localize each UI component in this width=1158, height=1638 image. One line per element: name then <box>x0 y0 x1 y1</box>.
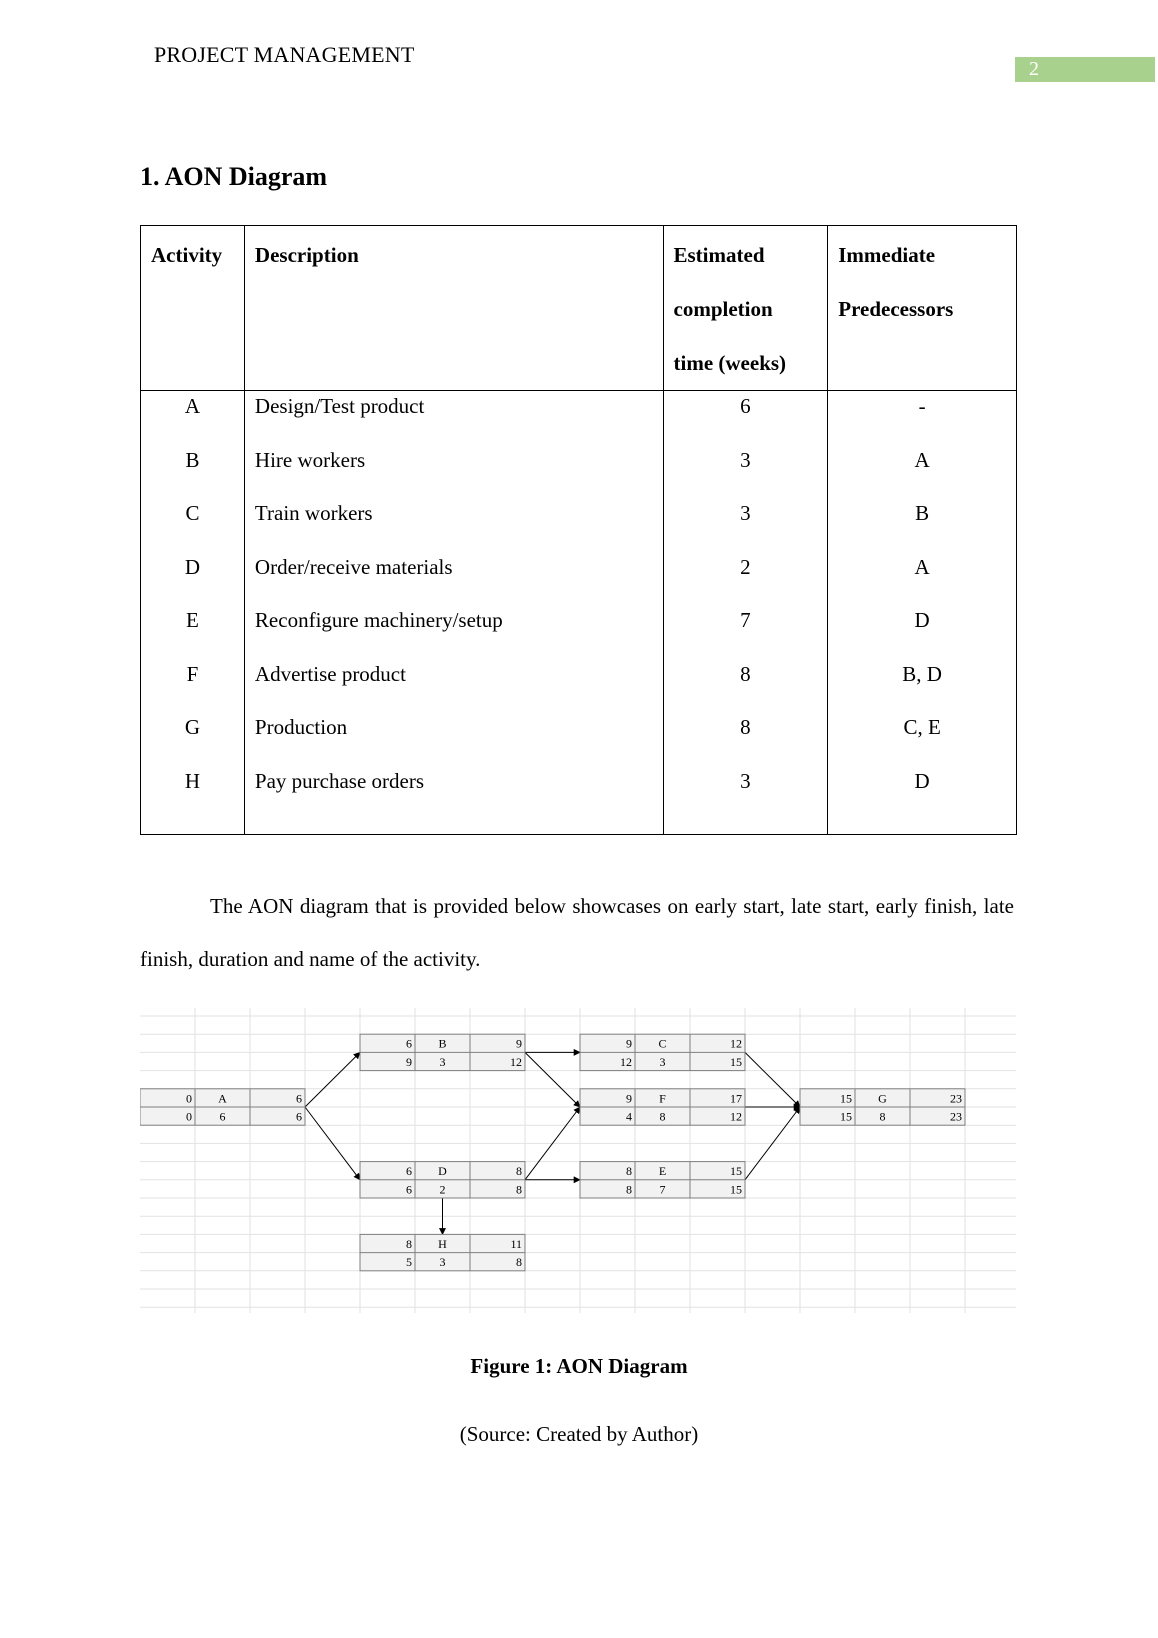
cell-time: 7 <box>663 605 828 659</box>
node-early-start: 8 <box>626 1164 632 1179</box>
cell-activity: C <box>141 498 245 552</box>
table-row <box>141 766 1017 835</box>
cell-description: Design/Test product <box>244 391 663 445</box>
node-early-finish: 15 <box>730 1164 742 1179</box>
header-time <box>663 226 828 391</box>
cell-predecessors: D <box>828 766 1017 835</box>
cell-activity: A <box>141 391 245 445</box>
header-predecessors-line: Predecessors <box>838 297 954 321</box>
table-row <box>141 659 1017 713</box>
aon-node-f <box>580 1089 745 1125</box>
cell-activity: F <box>141 659 245 713</box>
node-early-finish: 17 <box>730 1091 742 1106</box>
node-early-finish: 8 <box>516 1164 522 1179</box>
table-row <box>141 498 1017 552</box>
node-duration: 3 <box>439 1255 446 1270</box>
node-early-start: 9 <box>626 1091 632 1106</box>
edge-b-f <box>525 1052 580 1107</box>
node-late-finish: 8 <box>516 1182 522 1197</box>
diagram-nodes <box>140 1034 965 1271</box>
aon-node-c <box>580 1034 745 1070</box>
cell-activity: G <box>141 712 245 766</box>
header-predecessors <box>828 226 1017 391</box>
node-late-finish: 15 <box>730 1182 742 1197</box>
cell-activity: E <box>141 605 245 659</box>
node-early-finish: 12 <box>730 1036 742 1051</box>
node-early-start: 6 <box>406 1036 412 1051</box>
cell-predecessors: A <box>828 445 1017 499</box>
table-row <box>141 391 1017 445</box>
cell-predecessors: A <box>828 552 1017 606</box>
cell-description: Hire workers <box>244 445 663 499</box>
cell-description: Reconfigure machinery/setup <box>244 605 663 659</box>
aon-node-h <box>360 1234 525 1270</box>
node-early-finish: 9 <box>516 1036 522 1051</box>
cell-time: 3 <box>663 445 828 499</box>
cell-time: 3 <box>663 766 828 835</box>
cell-description: Order/receive materials <box>244 552 663 606</box>
node-name: H <box>438 1236 447 1251</box>
table-row <box>141 552 1017 606</box>
node-late-start: 4 <box>626 1109 632 1124</box>
table-row <box>141 712 1017 766</box>
node-late-finish: 6 <box>296 1109 302 1124</box>
header-activity: Activity <box>141 226 245 391</box>
cell-predecessors: C, E <box>828 712 1017 766</box>
node-late-start: 15 <box>840 1109 852 1124</box>
cell-predecessors: D <box>828 605 1017 659</box>
page-number-badge: 2 <box>1015 57 1155 82</box>
node-late-start: 12 <box>620 1054 632 1069</box>
header-time-line: time (weeks) <box>673 351 787 375</box>
node-early-start: 6 <box>406 1164 412 1179</box>
cell-description: Pay purchase orders <box>244 766 663 835</box>
node-duration: 7 <box>659 1182 666 1197</box>
cell-predecessors: B, D <box>828 659 1017 713</box>
node-duration: 6 <box>219 1109 226 1124</box>
node-late-start: 9 <box>406 1054 412 1069</box>
node-late-finish: 15 <box>730 1054 742 1069</box>
node-duration: 3 <box>439 1054 446 1069</box>
header-description: Description <box>244 226 663 391</box>
node-early-finish: 6 <box>296 1091 302 1106</box>
node-late-finish: 12 <box>730 1109 742 1124</box>
table-row <box>141 445 1017 499</box>
node-duration: 2 <box>439 1182 446 1197</box>
node-late-finish: 23 <box>950 1109 962 1124</box>
aon-node-b <box>360 1034 525 1070</box>
node-late-start: 0 <box>186 1109 192 1124</box>
header-time-line: completion <box>673 297 773 321</box>
aon-node-e <box>580 1162 745 1198</box>
table-row <box>141 605 1017 659</box>
cell-time: 8 <box>663 659 828 713</box>
node-early-start: 9 <box>626 1036 632 1051</box>
aon-node-a <box>140 1089 305 1125</box>
node-early-finish: 23 <box>950 1091 962 1106</box>
node-duration: 3 <box>659 1054 666 1069</box>
node-name: B <box>438 1036 447 1051</box>
aon-diagram <box>140 1008 1016 1313</box>
node-late-finish: 12 <box>510 1054 522 1069</box>
node-late-finish: 8 <box>516 1255 522 1270</box>
cell-time: 2 <box>663 552 828 606</box>
node-name: A <box>218 1091 227 1106</box>
node-late-start: 5 <box>406 1255 412 1270</box>
node-name: C <box>658 1036 667 1051</box>
cell-time: 8 <box>663 712 828 766</box>
cell-description: Production <box>244 712 663 766</box>
header-predecessors-line: Immediate <box>838 243 936 267</box>
cell-time: 3 <box>663 498 828 552</box>
edge-c-g <box>745 1052 800 1107</box>
spreadsheet-grid <box>140 1008 1016 1313</box>
aon-node-d <box>360 1162 525 1198</box>
edge-a-b <box>305 1052 360 1107</box>
node-name: G <box>878 1091 887 1106</box>
aon-node-g <box>800 1089 965 1125</box>
header-time-line: Estimated <box>673 243 765 267</box>
cell-activity: B <box>141 445 245 499</box>
node-name: D <box>438 1164 447 1179</box>
node-early-start: 0 <box>186 1091 192 1106</box>
activity-table <box>140 225 1017 835</box>
node-name: F <box>659 1091 666 1106</box>
figure-source: (Source: Created by Author) <box>459 1422 699 1446</box>
cell-predecessors: B <box>828 498 1017 552</box>
table-header-row <box>141 226 1017 391</box>
cell-activity: H <box>141 766 245 835</box>
paragraph-text: The AON diagram that is provided below showcases on early start, late start, early finish, late finish, duration and name of the activity. <box>140 894 1014 971</box>
running-header: PROJECT MANAGEMENT <box>154 42 415 67</box>
node-late-start: 6 <box>406 1182 412 1197</box>
body-paragraph <box>140 880 1014 986</box>
cell-predecessors: - <box>828 391 1017 445</box>
figure-caption: Figure 1: AON Diagram <box>470 1354 688 1378</box>
node-early-start: 15 <box>840 1091 852 1106</box>
node-early-finish: 11 <box>510 1236 522 1251</box>
cell-activity: D <box>141 552 245 606</box>
cell-time: 6 <box>663 391 828 445</box>
cell-description: Advertise product <box>244 659 663 713</box>
node-duration: 8 <box>659 1109 666 1124</box>
cell-description: Train workers <box>244 498 663 552</box>
node-name: E <box>658 1164 667 1179</box>
node-duration: 8 <box>879 1109 886 1124</box>
node-late-start: 8 <box>626 1182 632 1197</box>
node-early-start: 8 <box>406 1236 412 1251</box>
section-heading: 1. AON Diagram <box>140 162 328 191</box>
